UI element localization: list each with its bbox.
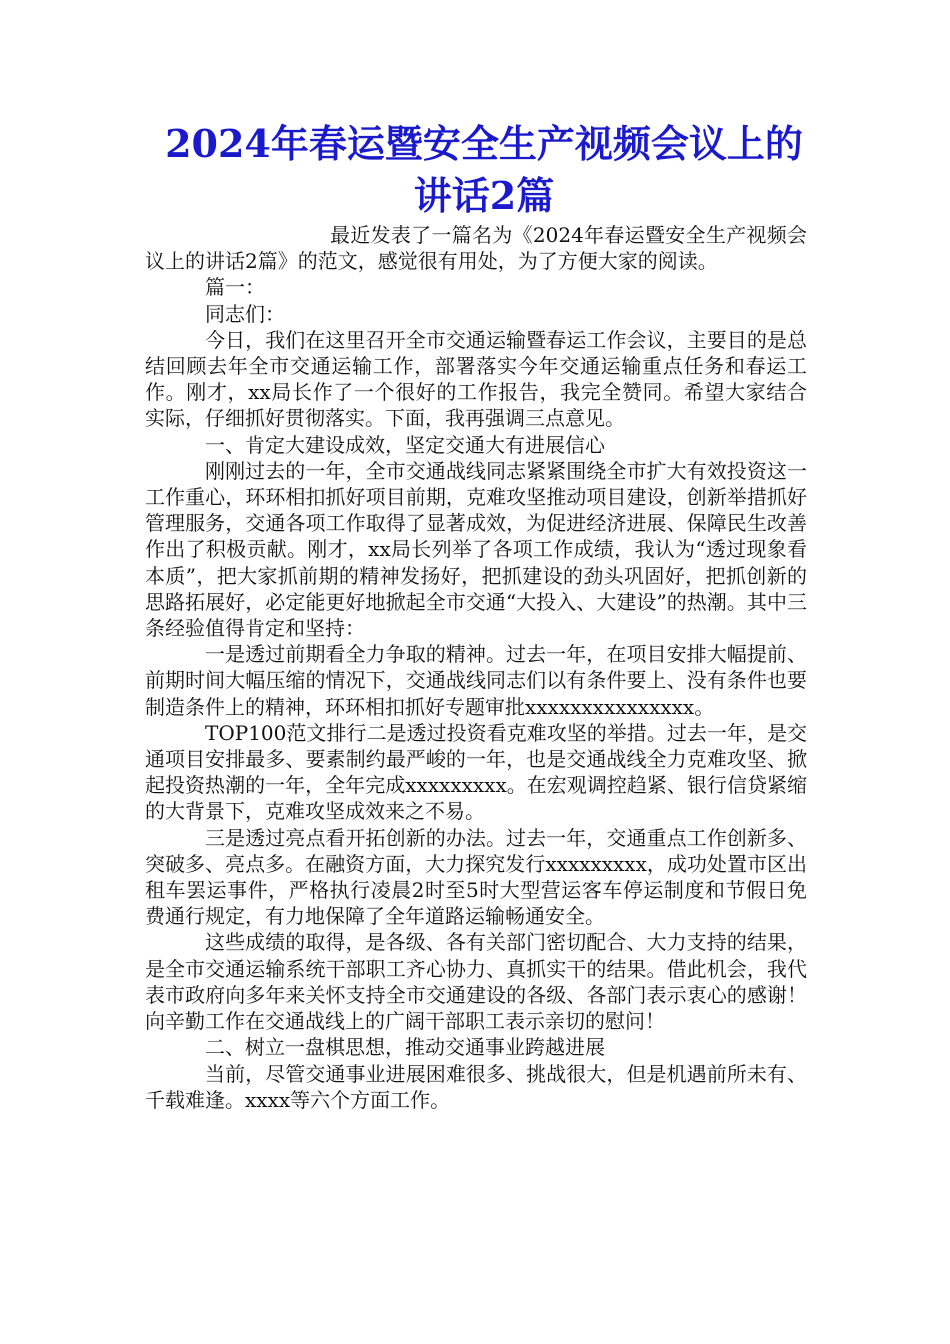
document-title: 2024年春运暨安全生产视频会议上的讲话2篇 xyxy=(165,121,803,218)
body-paragraph: 三是透过亮点看开拓创新的办法。过去一年，交通重点工作创新多、突破多、亮点多。在融资方面，大力探究发行xxxxxxxxx，成功处置市区出租车罢运事件，严格执行凌晨2时至5时大型营运客车停运制度和节假日免费通行规定，有力地保障了全年道路运输畅通安全。 xyxy=(145,825,807,929)
body-paragraph: 今日，我们在这里召开全市交通运输暨春运工作会议，主要目的是总结回顾去年全市交通运输工作，部署落实今年交通运输重点任务和春运工作。刚才，xx局长作了一个很好的工作报告，我完全赞同。希望大家结合实际，仔细抓好贯彻落实。下面，我再强调三点意见。 xyxy=(145,327,807,431)
section-label: 篇一： xyxy=(205,275,265,300)
intro-paragraph: 最近发表了一篇名为《2024年春运暨安全生产视频会议上的讲话2篇》的范文，感觉很有用处，为了方便大家的阅读。 xyxy=(145,223,807,274)
document-body xyxy=(145,222,807,1113)
body-paragraph: 当前，尽管交通事业进展困难很多、挑战很大，但是机遇前所未有、千载难逢。xxxx等六个方面工作。 xyxy=(145,1061,807,1112)
body-paragraph: 一是透过前期看全力争取的精神。过去一年，在项目安排大幅提前、前期时间大幅压缩的情况下，交通战线同志们以有条件要上、没有条件也要制造条件上的精神，环环相扣抓好专题审批xxxxxxxxxxxxxxx。 xyxy=(145,642,807,719)
section-heading-2: 二、树立一盘棋思想，推动交通事业跨越进展 xyxy=(205,1035,605,1060)
salutation: 同志们： xyxy=(205,301,285,326)
section-heading-1: 一、肯定大建设成效，坚定交通大有进展信心 xyxy=(205,432,605,457)
body-paragraph: 这些成绩的取得，是各级、各有关部门密切配合、大力支持的结果，是全市交通运输系统干部职工齐心协力、真抓实干的结果。借此机会，我代表市政府向多年来关怀支持全市交通建设的各级、各部门表示衷心的感谢！向辛勤工作在交通战线上的广阔干部职工表示亲切的慰问！ xyxy=(145,930,807,1034)
body-paragraph: TOP100范文排行二是透过投资看克难攻坚的举措。过去一年，是交通项目安排最多、要素制约最严峻的一年，也是交通战线全力克难攻坚、掀起投资热潮的一年，全年完成xxxxxxxxx。在宏观调控趋紧、银行信贷紧缩的大背景下，克难攻坚成效来之不易。 xyxy=(145,720,807,824)
body-paragraph: 刚刚过去的一年，全市交通战线同志紧紧围绕全市扩大有效投资这一工作重心，环环相扣抓好项目前期，克难攻坚推动项目建设，创新举措抓好管理服务，交通各项工作取得了显著成效，为促进经济进展、保障民生改善作出了积极贡献。刚才，xx局长列举了各项工作成绩，我认为“透过现象看本质”，把大家抓前期的精神发扬好，把抓建设的劲头巩固好，把抓创新的思路拓展好，必定能更好地掀起全市交通“大投入、大建设”的热潮。其中三条经验值得肯定和坚持： xyxy=(145,458,807,641)
